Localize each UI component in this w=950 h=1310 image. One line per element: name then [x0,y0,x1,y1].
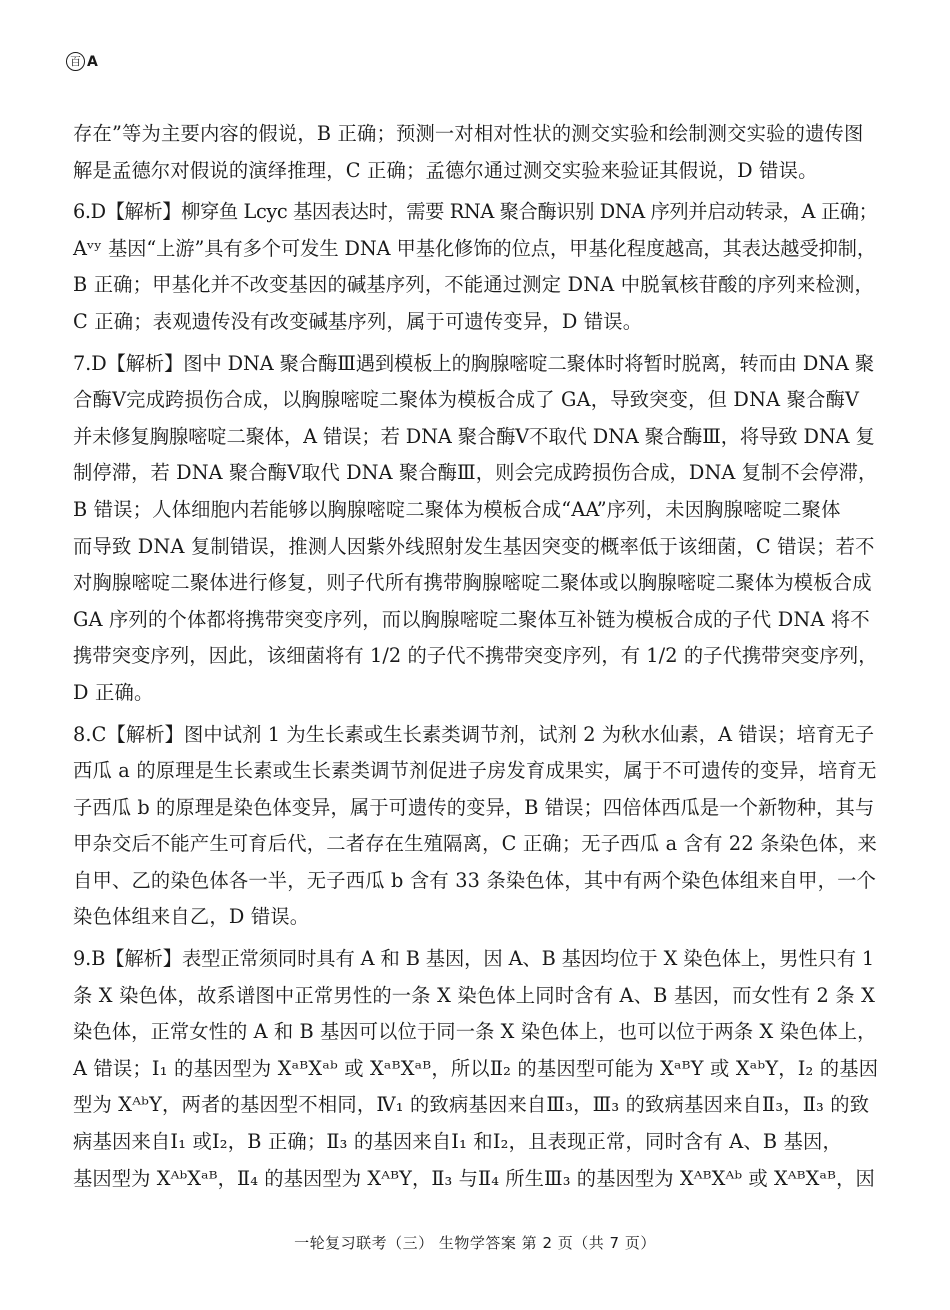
text-line: 合酶Ⅴ完成跨损伤合成，以胸腺嘧啶二聚体为模板合成了 GA，导致突变，但 DNA 聚合酶Ⅴ [73,388,860,412]
text-line: 7.D【解析】图中 DNA 聚合酶Ⅲ遇到模板上的胸腺嘧啶二聚体时将暂时脱离，转而由 DNA 聚 [73,351,875,375]
text-line: 并未修复胸腺嘧啶二聚体，A 错误；若 DNA 聚合酶Ⅴ不取代 DNA 聚合酶Ⅲ，将导致 DNA 复 [73,424,875,448]
text-line: 9.B【解析】表型正常须同时具有 A 和 B 基因，因 A、B 基因均位于 X 染色体上，男性只有 1 [73,947,875,971]
text-line: 染色体，正常女性的 A 和 B 基因可以位于同一条 X 染色体上，也可以位于两条 X 染色体上， [73,1020,877,1044]
text-line: A 错误；Ⅰ₁ 的基因型为 XᵃᴮXᵃᵇ 或 XᵃᴮXᵃᴮ，所以Ⅱ₂ 的基因型可能为 XᵃᴮY 或 XᵃᵇY，Ⅰ₂ 的基因 [73,1056,879,1080]
text-line: 对胸腺嘧啶二聚体进行修复，则子代所有携带胸腺嘧啶二聚体或以胸腺嘧啶二聚体为模板合成 [73,571,872,595]
text-line: 染色体组来自乙，D 错误。 [73,905,310,929]
text-line: GA 序列的个体都将携带突变序列，而以胸腺嘧啶二聚体互补链为模板合成的子代 DNA 将不 [73,607,870,631]
text-line: 自甲、乙的染色体各一半，无子西瓜 b 含有 33 条染色体，其中有两个染色体组来自甲，一个 [73,868,877,892]
text-line: 6.D【解析】柳穿鱼 Lcyc 基因表达时，需要 RNA 聚合酶识别 DNA 序列并启动转录，A 正确； [73,200,878,224]
publisher-logo [66,52,98,71]
text-line: 西瓜 a 的原理是生长素或生长素类调节剂促进子房发育成果实，属于不可遗传的变异，培育无 [73,759,877,783]
text-line: 解是孟德尔对假说的演绎推理，C 正确；孟德尔通过测交实验来验证其假说，D 错误。 [73,158,818,182]
text-line: 携带突变序列，因此，该细菌将有 1/2 的子代不携带突变序列，有 1/2 的子代携带突变序列， [73,644,878,668]
text-line: 而导致 DNA 复制错误，推测人因紫外线照射发生基因突变的概率低于该细菌，C 错误；若不 [73,534,875,558]
logo-letter: A [87,53,98,70]
logo-circle-icon: 百 [66,52,85,71]
text-line: D 正确。 [73,680,154,704]
text-line: Aᵛʸ 基因“上游”具有多个可发生 DNA 甲基化修饰的位点，甲基化程度越高，其表达越受抑制， [73,236,877,260]
text-line: 病基因来自Ⅰ₁ 或Ⅰ₂，B 正确；Ⅱ₃ 的基因来自Ⅰ₁ 和Ⅰ₂，且表现正常，同时含有 A、B 基因， [73,1130,842,1154]
text-line: 条 X 染色体，故系谱图中正常男性的一条 X 染色体上同时含有 A、B 基因，而女性有 2 条 X [73,983,876,1007]
answer-text-body [73,116,879,1197]
page-footer: 一轮复习联考（三） 生物学答案 第 2 页（共 7 页） [294,1234,656,1252]
text-line: 甲杂交后不能产生可育后代，二者存在生殖隔离，C 正确；无子西瓜 a 含有 22 条染色体，来 [73,832,878,856]
text-line: C 正确；表观遗传没有改变碱基序列，属于可遗传变异，D 错误。 [73,309,643,333]
text-line: 8.C【解析】图中试剂 1 为生长素或生长素类调节剂，试剂 2 为秋水仙素，A 错误；培育无子 [73,722,875,746]
text-line: 基因型为 XᴬᵇXᵃᴮ，Ⅱ₄ 的基因型为 XᴬᴮY，Ⅱ₃ 与Ⅱ₄ 所生Ⅲ₃ 的基因型为 XᴬᴮXᴬᵇ 或 XᴬᴮXᵃᴮ，因 [73,1166,875,1190]
text-line: 存在”等为主要内容的假说，B 正确；预测一对相对性状的测交实验和绘制测交实验的遗传图 [73,122,864,145]
text-line: 型为 XᴬᵇY，两者的基因型不相同，Ⅳ₁ 的致病基因来自Ⅲ₃，Ⅲ₃ 的致病基因来自Ⅱ₃，Ⅱ₃ 的致 [73,1093,870,1117]
text-line: B 错误；人体细胞内若能够以胸腺嘧啶二聚体为模板合成“AA”序列，未因胸腺嘧啶二聚体 [73,497,841,521]
text-line: 子西瓜 b 的原理是染色体变异，属于可遗传的变异，B 错误；四倍体西瓜是一个新物种，其与 [73,795,875,819]
text-line: B 正确；甲基化并不改变基因的碱基序列，不能通过测定 DNA 中脱氧核苷酸的序列来检测， [73,273,875,297]
text-line: 制停滞，若 DNA 聚合酶Ⅴ取代 DNA 聚合酶Ⅲ，则会完成跨损伤合成，DNA 复制不会停滞， [73,461,878,485]
